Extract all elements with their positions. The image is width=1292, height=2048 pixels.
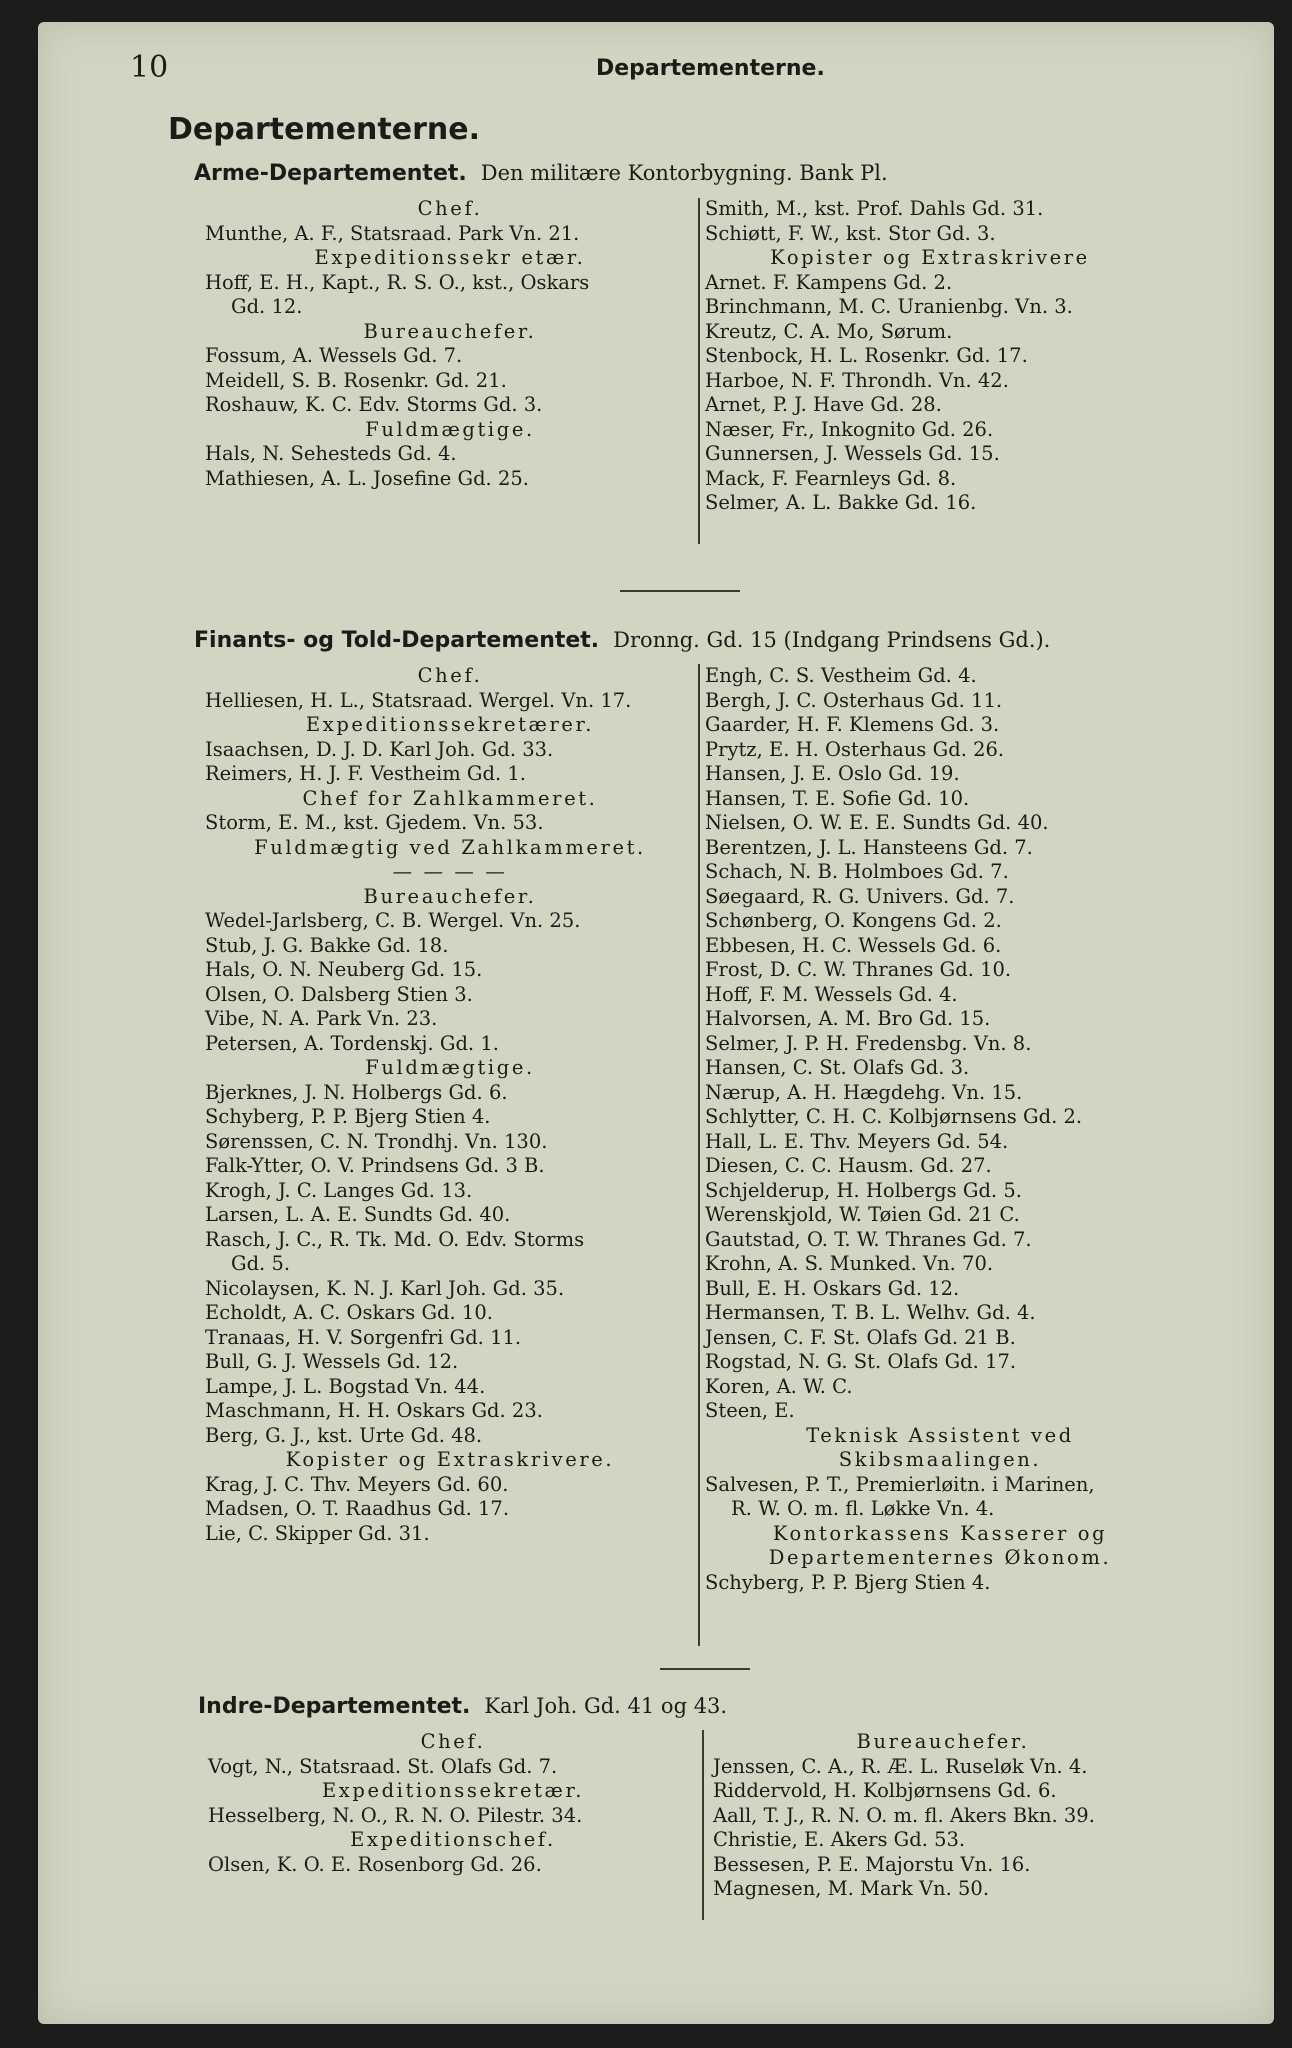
role-heading: Expeditionssekretærer. (305, 713, 595, 736)
directory-entry: Diesen, C. C. Hausm. Gd. 27. (705, 1154, 992, 1177)
directory-entry: Lampe, J. L. Bogstad Vn. 44. (205, 1374, 486, 1398)
directory-entry: Nielsen, O. W. E. E. Sundts Gd. 40. (705, 811, 1049, 834)
directory-entry: Brinchmann, M. C. Uranienbg. Vn. 3. (705, 295, 1073, 318)
directory-entry: Selmer, J. P. H. Fredensbg. Vn. 8. (705, 1031, 1032, 1055)
column-right (713, 1730, 1173, 1902)
directory-entry: Smith, M., kst. Prof. Dahls Gd. 31. (705, 197, 1044, 220)
directory-entry: Mathiesen, A. L. Josefine Gd. 25. (205, 466, 529, 490)
running-head: Departementerne. (596, 56, 825, 81)
directory-entry: Krogh, J. C. Langes Gd. 13. (205, 1178, 473, 1202)
role-heading: Kopister og Extraskrivere (770, 246, 1090, 269)
directory-entry: Jensen, C. F. St. Olafs Gd. 21 B. (705, 1325, 1016, 1349)
directory-entry: Munthe, A. F., Statsraad. Park Vn. 21. (205, 221, 580, 245)
directory-entry: Frost, D. C. W. Thranes Gd. 10. (705, 958, 1012, 981)
department-address: Den militære Kontorbygning. Bank Pl. (480, 161, 888, 185)
directory-entry: Hesselberg, N. O., R. N. O. Pilestr. 34. (208, 1803, 583, 1827)
directory-entry: Arnet. F. Kampens Gd. 2. (705, 270, 953, 294)
directory-entry: Bessesen, P. E. Majorstu Vn. 16. (713, 1852, 1031, 1876)
column-left (205, 197, 695, 491)
entry-continuation: Gd. 5. (231, 1252, 291, 1275)
directory-entry: Maschmann, H. H. Oskars Gd. 23. (205, 1399, 543, 1422)
directory-entry: Falk-Ytter, O. V. Prindsens Gd. 3 B. (205, 1154, 545, 1177)
directory-entry: Hals, O. N. Neuberg Gd. 15. (205, 958, 483, 981)
role-heading: Chef. (417, 197, 483, 220)
column-right (705, 664, 1175, 1595)
directory-entry: Vibe, N. A. Park Vn. 23. (205, 1007, 438, 1030)
directory-entry: Fossum, A. Wessels Gd. 7. (205, 344, 463, 367)
directory-entry: Mack, F. Fearnleys Gd. 8. (705, 466, 957, 490)
role-heading: Kopister og Extraskrivere. (285, 1448, 615, 1471)
directory-entry: Schiøtt, F. W., kst. Stor Gd. 3. (705, 221, 996, 245)
department-name: Finants- og Told-Departementet. (194, 628, 600, 653)
directory-entry: Krag, J. C. Thv. Meyers Gd. 60. (205, 1472, 509, 1496)
directory-entry: Bull, E. H. Oskars Gd. 12. (705, 1276, 960, 1300)
directory-entry: Schyberg, P. P. Bjerg Stien 4. (205, 1105, 491, 1128)
directory-entry: Hall, L. E. Thv. Meyers Gd. 54. (705, 1129, 1009, 1153)
column-left (205, 664, 695, 1546)
directory-entry: Wedel-Jarlsberg, C. B. Wergel. Vn. 25. (205, 909, 581, 932)
directory-entry: Schach, N. B. Holmboes Gd. 7. (705, 860, 1009, 883)
directory-entry: Magnesen, M. Mark Vn. 50. (713, 1877, 990, 1900)
role-heading: Fuldmægtig ved Zahlkammeret. (254, 835, 646, 859)
directory-entry: Larsen, L. A. E. Sundts Gd. 40. (205, 1203, 511, 1226)
column-left (208, 1730, 698, 1877)
directory-entry: Reimers, H. J. F. Vestheim Gd. 1. (205, 762, 526, 785)
role-heading: Departementernes Økonom. (768, 1546, 1112, 1569)
role-heading: — — — — (392, 860, 508, 883)
role-heading: Teknisk Assistent ved (806, 1423, 1074, 1447)
role-heading: Chef. (420, 1730, 486, 1753)
department-name: Arme-Departementet. (194, 161, 467, 186)
directory-entry: Werenskjold, W. Tøien Gd. 21 C. (705, 1203, 1020, 1226)
directory-entry: Schyberg, P. P. Bjerg Stien 4. (705, 1570, 991, 1594)
directory-entry: Hoff, F. M. Wessels Gd. 4. (705, 982, 958, 1006)
role-heading: Chef. (417, 664, 483, 687)
directory-entry: Helliesen, H. L., Statsraad. Wergel. Vn. 17. (205, 688, 632, 712)
column-rule (698, 198, 700, 544)
page-number: 10 (130, 50, 169, 85)
directory-entry: Hansen, C. St. Olafs Gd. 3. (705, 1056, 970, 1079)
role-heading: Skibsmaalingen. (838, 1448, 1042, 1471)
directory-entry: Koren, A. W. C. (705, 1374, 853, 1398)
directory-entry: Olsen, K. O. E. Rosenborg Gd. 26. (208, 1852, 542, 1876)
directory-entry: Hansen, T. E. Sofie Gd. 10. (705, 786, 970, 810)
directory-entry: Kreutz, C. A. Mo, Sørum. (705, 319, 953, 343)
directory-entry: Echoldt, A. C. Oskars Gd. 10. (205, 1301, 493, 1324)
directory-entry: Roshauw, K. C. Edv. Storms Gd. 3. (205, 393, 543, 416)
directory-entry: Schjelderup, H. Holbergs Gd. 5. (705, 1178, 1022, 1202)
directory-entry: Arnet, P. J. Have Gd. 28. (705, 393, 942, 416)
directory-entry: Næser, Fr., Inkognito Gd. 26. (705, 417, 994, 441)
directory-entry: Nærup, A. H. Hægdehg. Vn. 15. (705, 1080, 1023, 1104)
directory-entry: Prytz, E. H. Osterhaus Gd. 26. (705, 737, 1005, 761)
directory-entry: Krohn, A. S. Munked. Vn. 70. (705, 1252, 994, 1275)
directory-entry: Christie, E. Akers Gd. 53. (713, 1828, 966, 1851)
directory-entry: Hoff, E. H., Kapt., R. S. O., kst., Oskars (205, 270, 590, 294)
directory-entry: Hermansen, T. B. L. Welhv. Gd. 4. (705, 1301, 1036, 1324)
directory-entry: Søegaard, R. G. Univers. Gd. 7. (705, 884, 1015, 908)
directory-entry: Steen, E. (705, 1399, 795, 1422)
directory-entry: Isaachsen, D. J. D. Karl Joh. Gd. 33. (205, 737, 554, 761)
directory-entry: Stub, J. G. Bakke Gd. 18. (205, 933, 449, 957)
directory-entry: Petersen, A. Tordenskj. Gd. 1. (205, 1031, 499, 1055)
section-heading-finants (194, 628, 1050, 653)
directory-entry: Harboe, N. F. Throndh. Vn. 42. (705, 368, 1009, 392)
department-name: Indre-Departementet. (198, 1694, 471, 1719)
directory-entry: Sørenssen, C. N. Trondhj. Vn. 130. (205, 1129, 548, 1153)
directory-entry: Engh, C. S. Vestheim Gd. 4. (705, 664, 977, 687)
department-address: Karl Joh. Gd. 41 og 43. (484, 1694, 728, 1718)
directory-entry: Berentzen, J. L. Hansteens Gd. 7. (705, 835, 1033, 859)
directory-entry: Hansen, J. E. Oslo Gd. 19. (705, 762, 960, 785)
directory-entry: Nicolaysen, K. N. J. Karl Joh. Gd. 35. (205, 1276, 565, 1300)
department-address: Dronng. Gd. 15 (Indgang Prindsens Gd.). (613, 628, 1051, 652)
section-divider (620, 590, 740, 592)
directory-entry: Schønberg, O. Kongens Gd. 2. (705, 909, 1002, 932)
directory-entry: Olsen, O. Dalsberg Stien 3. (205, 982, 473, 1006)
directory-entry: Riddervold, H. Kolbjørnsens Gd. 6. (713, 1779, 1057, 1802)
role-heading: Chef for Zahlkammeret. (302, 786, 598, 810)
directory-entry: Meidell, S. B. Rosenkr. Gd. 21. (205, 368, 507, 392)
directory-entry: Lie, C. Skipper Gd. 31. (205, 1521, 430, 1545)
main-title: Departementerne. (168, 112, 480, 147)
directory-entry: Gunnersen, J. Wessels Gd. 15. (705, 442, 1000, 465)
directory-entry: Gautstad, O. T. W. Thranes Gd. 7. (705, 1227, 1032, 1251)
directory-entry: Tranaas, H. V. Sorgenfri Gd. 11. (205, 1325, 522, 1349)
role-heading: Kontorkassens Kasserer og (772, 1521, 1108, 1545)
entry-continuation: R. W. O. m. fl. Løkke Vn. 4. (731, 1497, 995, 1520)
directory-entry: Storm, E. M., kst. Gjedem. Vn. 53. (205, 811, 544, 834)
directory-entry: Ebbesen, H. C. Wessels Gd. 6. (705, 933, 1002, 957)
section-heading-indre (198, 1694, 727, 1719)
directory-entry: Gaarder, H. F. Klemens Gd. 3. (705, 713, 1000, 736)
role-heading: Fuldmægtige. (365, 1056, 535, 1079)
directory-entry: Stenbock, H. L. Rosenkr. Gd. 17. (705, 344, 1028, 367)
directory-entry: Jenssen, C. A., R. Æ. L. Ruseløk Vn. 4. (713, 1754, 1088, 1778)
directory-entry: Berg, G. J., kst. Urte Gd. 48. (205, 1423, 483, 1447)
directory-entry: Schlytter, C. H. C. Kolbjørnsens Gd. 2. (705, 1105, 1083, 1128)
directory-entry: Vogt, N., Statsraad. St. Olafs Gd. 7. (208, 1754, 558, 1778)
role-heading: Bureauchefer. (363, 319, 537, 343)
role-heading: Expeditionssekretær. (321, 1779, 585, 1802)
section-divider (660, 1668, 750, 1670)
role-heading: Expeditionssekr etær. (314, 246, 586, 269)
directory-entry: Hals, N. Sehesteds Gd. 4. (205, 442, 457, 465)
directory-entry: Madsen, O. T. Raadhus Gd. 17. (205, 1497, 510, 1520)
role-heading: Fuldmægtige. (365, 417, 535, 441)
directory-entry: Rasch, J. C., R. Tk. Md. O. Edv. Storms (205, 1227, 585, 1251)
role-heading: Expeditionschef. (350, 1828, 556, 1851)
directory-entry: Halvorsen, A. M. Bro Gd. 15. (705, 1007, 991, 1030)
directory-entry: Bjerknes, J. N. Holbergs Gd. 6. (205, 1080, 508, 1104)
directory-entry: Selmer, A. L. Bakke Gd. 16. (705, 491, 977, 514)
directory-entry: Bull, G. J. Wessels Gd. 12. (205, 1350, 459, 1373)
directory-entry: Bergh, J. C. Osterhaus Gd. 11. (705, 688, 1003, 712)
column-rule (702, 1730, 704, 1920)
role-heading: Bureauchefer. (363, 884, 537, 908)
entry-continuation: Gd. 12. (231, 295, 303, 318)
column-right (705, 197, 1155, 516)
directory-entry: Aall, T. J., R. N. O. m. fl. Akers Bkn. 39. (713, 1803, 1095, 1827)
directory-entry: Salvesen, P. T., Premierløitn. i Marinen, (705, 1472, 1095, 1496)
directory-entry: Rogstad, N. G. St. Olafs Gd. 17. (705, 1350, 1017, 1373)
section-heading-arme (194, 161, 888, 186)
column-rule (698, 664, 700, 1646)
role-heading: Bureauchefer. (856, 1730, 1030, 1753)
